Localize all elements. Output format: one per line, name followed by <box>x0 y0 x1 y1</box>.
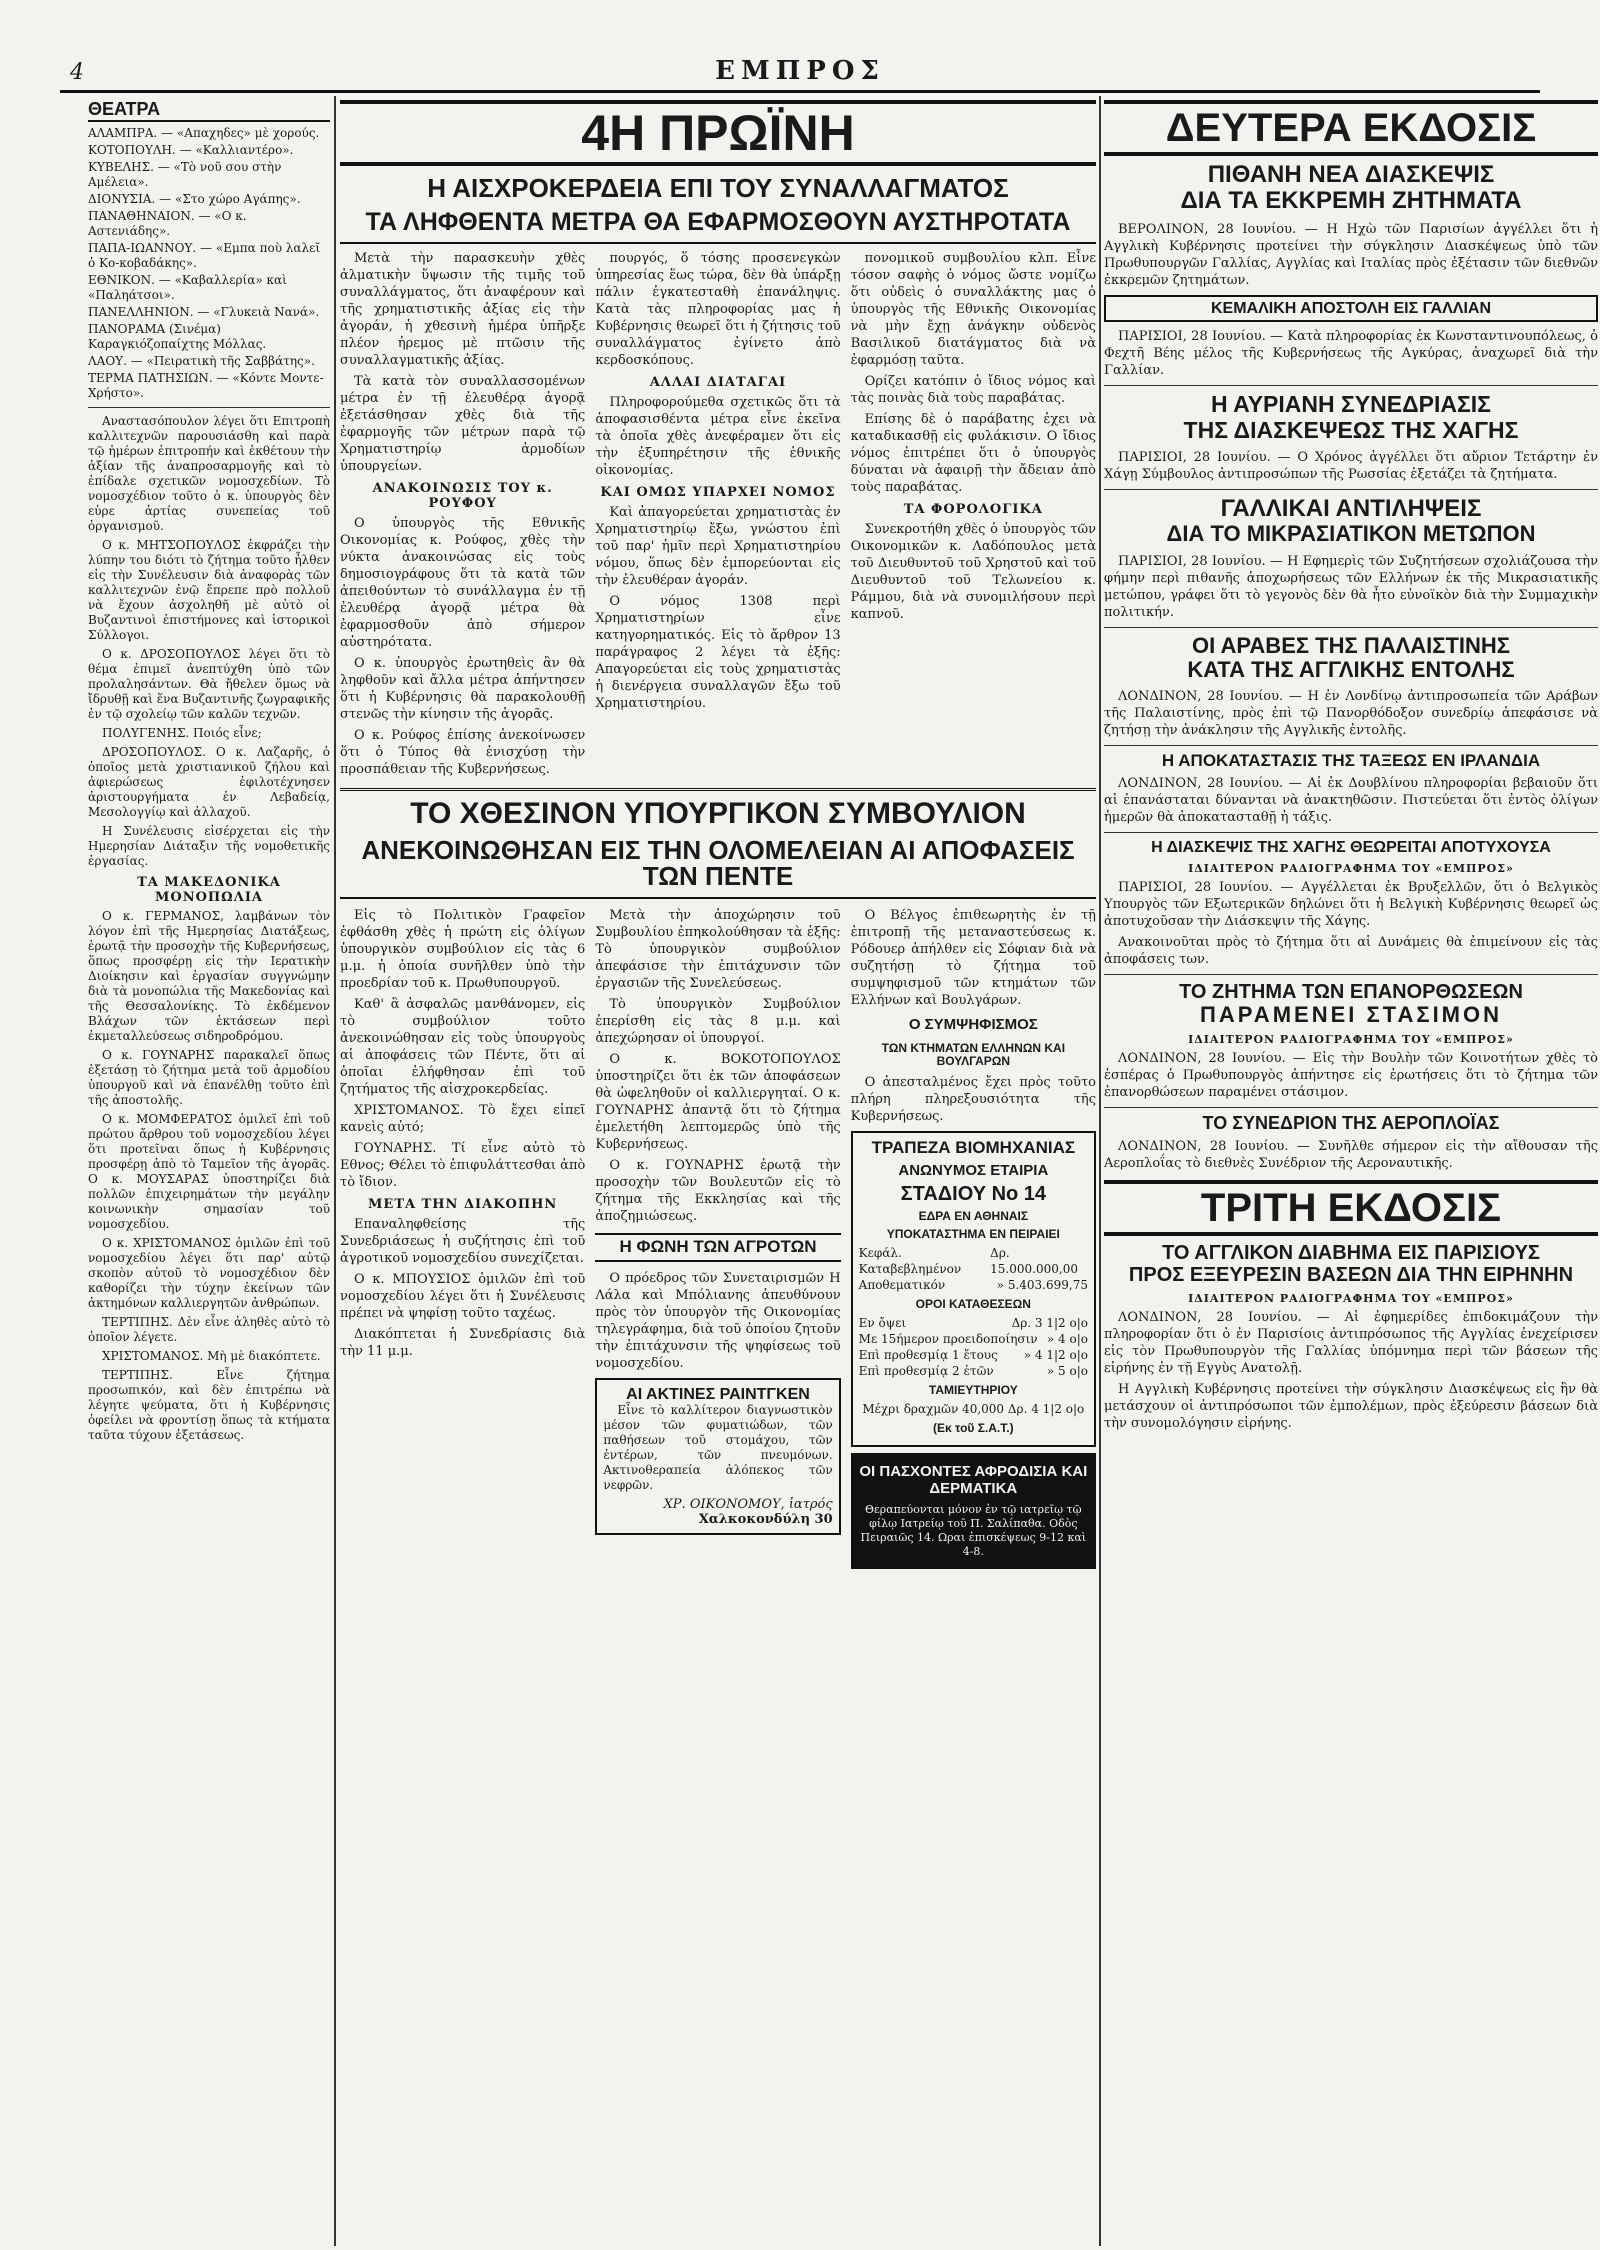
headline: ΠΑΡΑΜΕΝΕΙ ΣΤΑΣΙΜΟΝ <box>1199 1002 1503 1028</box>
article-paragraph: Ο πρόεδρος τῶν Συνεταιρισμῶν Η Λάλα καὶ Μπόλιανης ἀπευθύνουν πρὸς τὸν ὑπουργὸν τῆς Οικονομίας τηλεγράφημα, διὰ τοῦ ὁποίου ζητοῦν τὴν ἐπιτάχυνσιν τῆς ψηφίσεως τοῦ νομοσχεδίου. <box>595 1270 841 1371</box>
subheading: ΑΝΑΚΟΙΝΩΣΙΣ ΤΟΥ κ. ΡΟΥΦΟΥ <box>372 481 553 512</box>
ad-rates-title: ΟΡΟΙ ΚΑΤΑΘΕΣΕΩΝ <box>915 1296 1031 1311</box>
article-paragraph: Ο κ. ΜΠΟΥΣΙΟΣ ὁμιλῶν ἐπὶ τοῦ νομοσχεδίου λέγει ὅτι ἡ Συνέλευσις πρέπει νὰ ψηφίσῃ τοῦτο ταχέως. <box>340 1272 586 1322</box>
column-divider <box>334 96 336 2246</box>
article-paragraph: ΤΕΡΤΙΠΗΣ. Εἶνε ζήτημα προσωπικόν, καὶ δὲν ἐπιτρέπω νὰ λέγητε ψεύματα, ὅτι ἡ Κυβέρνησις ὀφείλει νὰ φροντίσῃ ὅπως τὰ κτήματα ταῦτα τύχουν ἐξετάσεως. <box>88 1367 330 1442</box>
article-paragraph: Καθ' ἃ ἀσφαλῶς μανθάνομεν, εἰς τὸ συμβούλιον τοῦτο ἀνεκοινώθησαν εἰς τοὺς ὑπουργοὺς αἱ ἀποφάσεις τῶν Πέντε, ὅτι αἱ ὁποῖαι ἐλήφθησαν ἐπὶ τοῦ ζητήματος τῆς αἰσχροκερδείας. <box>340 997 586 1098</box>
article-paragraph: Ο κ. ΔΡΟΣΟΠΟΥΛΟΣ λέγει ὅτι τὸ θέμα ἐπιμεῖ ἀνεπτύχθη ὑπὸ τῶν προλαλησάντων. Θὰ ἤθελεν ὅμως νὰ ἴδρυθῇ καὶ ἕνα Βυζαντινῆς ζωγραφικῆς ἐν τῷ σχολείῳ τῶν καλῶν τεχνῶν. <box>88 646 330 721</box>
headline: ΤΩΝ ΚΤΗΜΑΤΩΝ ΕΛΛΗΝΩΝ ΚΑΙ ΒΟΥΛΓΑΡΩΝ <box>881 1040 1066 1068</box>
article-paragraph: Ο κ. Ρούφος ἐπίσης ἀνεκοίνωσεν ὅτι ὁ Τύπος θὰ ἐνισχύσῃ τὴν προσπάθειαν τῆς Κυβερνήσεως. <box>340 728 586 778</box>
subheading: ΚΑΙ ΟΜΩΣ ΥΠΑΡΧΕΙ ΝΟΜΟΣ <box>600 485 836 501</box>
ad-body: Εἶνε τὸ καλλίτερον διαγνωστικὸν μέσον τῶν φυματιώδων, τῶν παθήσεων τοῦ στομάχου, τῶν ἐντέρων, τῶν πνευμόνων. Ακτινοθεραπεία ἀλόπεκος τῶν νεφρῶν. <box>603 1403 833 1493</box>
article-paragraph: Ο κ. ΜΗΤΣΟΠΟΥΛΟΣ ἐκφράζει τὴν λύπην του διότι τὸ ζήτημα τοῦτο ἦλθεν εἰς τὴν Συνέλευσιν διὰ ἀναφορὰς τῶν καλλιτεχνῶν ἐνῷ ἔπρεπε πρὸ πολλοῦ νὰ ἔχουν ἀσχοληθῆ μὲ αὐτὸ οἱ Βυζαντινοὶ ἐπιστήμονες καὶ ἱστορικοὶ Σύλλογοι. <box>88 537 330 642</box>
ad-row: Μέχρι δραχμῶν 40,000 Δρ. 4 1|2 ο|ο <box>862 1401 1085 1416</box>
headline: ΤΟ ΣΥΝΕΔΡΙΟΝ ΤΗΣ ΑΕΡΟΠΛΟΪΑΣ <box>1202 1113 1500 1134</box>
column-3 <box>1104 100 1598 2250</box>
theatre-item: ΚΟΤΟΠΟΥΛΗ. — «Καλλιαντέρο». <box>88 142 294 157</box>
headline: ΔΙΑ ΤΟ ΜΙΚΡΑΣΙΑΤΙΚΟΝ ΜΕΤΩΠΟΝ <box>1166 521 1536 547</box>
headline: ΤΟ ΧΘΕΣΙΝΟΝ ΥΠΟΥΡΓΙΚΟΝ ΣΥΜΒΟΥΛΙΟΝ <box>410 797 1026 831</box>
headline: ΚΕΜΑΛΙΚΗ ΑΠΟΣΤΟΛΗ ΕΙΣ ΓΑΛΛΙΑΝ <box>1104 295 1598 323</box>
article-paragraph: ΧΡΙΣΤΟΜΑΝΟΣ. Τὸ ἔχει εἰπεῖ κανεὶς αὐτό; <box>340 1103 586 1136</box>
page-number: 4 <box>70 60 84 85</box>
column-2 <box>340 100 1096 2250</box>
article-paragraph: Συνεκροτήθη χθὲς ὁ ὑπουργὸς τῶν Οικονομικῶν κ. Λαδόπουλος μετὰ τοῦ Διευθυντοῦ τοῦ Χρηστοῦ καὶ τοῦ Διευθυντοῦ τοῦ Τελωνείου κ. Ράμμου, διὰ νὰ συνομιλήσουν περὶ καπνοῦ. <box>850 522 1096 623</box>
article-paragraph: ΠΑΡΙΣΙΟΙ, 28 Ιουνίου. — Ο Χρόνος ἀγγέλλει ὅτι αὔριον Τετάρτην ἐν Χάγῃ Σύμβουλος ἀντιπροσώπων τῆς Ρωσσίας ἐξετάζει τὰ ζητήματα. <box>1104 449 1598 482</box>
article-paragraph: ΛΟΝΔΙΝΟΝ, 28 Ιουνίου. — Συνῆλθε σήμερον εἰς τὴν αἴθουσαν τῆς Αεροπλοΐας τὸ διεθνὲς Συνέδριον τῆς Αεροναυτικῆς. <box>1104 1139 1598 1172</box>
article-paragraph: Καὶ ἀπαγορεύεται χρηματιστὰς ἐν Χρηματιστηρίῳ ἔξω, γνώστου ἐπὶ τοῦ παρ' ἡμῖν περὶ Χρηματιστηρίου νόμου, ὅπως δὲν ἐμπορεύονται εἰς τὴν ἐλευθέραν ἀγοράν. <box>595 505 841 589</box>
article-paragraph: Ο κ. ΓΟΥΝΑΡΗΣ παρακαλεῖ ὅπως ἐξετάσῃ τὸ ζήτημα μετὰ τοῦ ἁρμοδίου ὑπουργοῦ καὶ νὰ ἐπανέλθῃ τοῦτο ἐπὶ τῆς ἀποστολῆς. <box>88 1047 330 1107</box>
ad-dermatology <box>851 1453 1096 1569</box>
ad-address: Χαλκοκονδύλη 30 <box>698 1512 833 1528</box>
headline: ΤΟ ΖΗΤΗΜΑ ΤΩΝ ΕΠΑΝΟΡΘΩΣΕΩΝ <box>1179 981 1523 1004</box>
article-paragraph: ΧΡΙΣΤΟΜΑΝΟΣ. Μὴ μὲ διακόπτετε. <box>102 1348 321 1363</box>
edition-banner: ΔΕΥΤΕΡΑ ΕΚΔΟΣΙΣ <box>1104 100 1598 156</box>
theatre-listings <box>88 126 330 401</box>
theatre-item: ΠΑΝΕΛΛΗΝΙΟΝ. — «Γλυκειὰ Νανά». <box>88 304 320 319</box>
article-paragraph: ΤΕΡΤΙΠΗΣ. Δὲν εἶνε ἀληθὲς αὐτὸ τὸ ὁποῖον λέγετε. <box>88 1314 330 1344</box>
headline: ΤΟ ΑΓΓΛΙΚΟΝ ΔΙΑΒΗΜΑ ΕΙΣ ΠΑΡΙΣΙΟΥΣ <box>1162 1242 1540 1265</box>
ad-title: ΤΡΑΠΕΖΑ ΒΙΟΜΗΧΑΝΙΑΣ <box>871 1137 1076 1157</box>
article-paragraph: ΠΑΡΙΣΙΟΙ, 28 Ιουνίου. — Η Εφημερὶς τῶν Συζητήσεων σχολιάζουσα τὴν φήμην περὶ πιθανῆς ἀποχωρήσεως τῶν Ελλήνων ἐκ τῆς Μικρασιατικῆς μετώπου, γράφει ὅτι τὸ γεγονὸς δὲν θὰ ἦτο εὐνοϊκὸν διὰ τὴν Συμμαχικὴν πολιτικήν. <box>1104 553 1598 620</box>
column-1 <box>88 100 330 2250</box>
theatres-heading: ΘΕΑΤΡΑ <box>88 100 330 122</box>
article-paragraph: Ο κ. ΓΟΥΝΑΡΗΣ ἐρωτᾷ τὴν προσοχὴν τῶν Βουλευτῶν εἰς τὸ ζήτημα τῆς Εκκλησίας καὶ τῆς ἀποζημιώσεως. <box>595 1158 841 1225</box>
headline: ΟΙ ΑΡΑΒΕΣ ΤΗΣ ΠΑΛΑΙΣΤΙΝΗΣ <box>1191 632 1511 658</box>
article-paragraph: Ο Βέλγος ἐπιθεωρητὴς ἐν τῇ ἐπιτροπῇ τῆς μεταναστεύσεως κ. Ρόδουερ ἀπήλθεν εἰς Σόφιαν διὰ νὰ συζητήσῃ τὸ ζήτημα τοῦ συμψηφισμοῦ τῶν κτημάτων τῶν Ελλήνων καὶ Βουλγάρων. <box>850 908 1096 1009</box>
column-divider <box>1099 96 1101 2246</box>
article-paragraph: ΠΟΛΥΓΕΝΗΣ. Ποιός εἶνε; <box>102 725 262 740</box>
headline: ΠΙΘΑΝΗ ΝΕΑ ΔΙΑΣΚΕΨΙΣ <box>1207 161 1495 188</box>
ad-city: ΕΔΡΑ ΕΝ ΑΘΗΝΑΙΣ <box>918 1208 1029 1223</box>
article-paragraph: Ο κ. ΓΕΡΜΑΝΟΣ, λαμβάνων τὸν λόγον ἐπὶ τῆς Ημερησίας Διατάξεως, ἐρωτᾷ τὴν προσοχὴν τῆς Κυβερνήσεως, ὅπως προσφέρῃ εἰς τὴν Ιερατικὴν Διοίκησιν καὶ ἐργασίαν συγγνώμην διὰ τὰ μονοπώλια τῆς Μακεδονίας καὶ τῆς Θεσσαλονίκης. Τὸ ἐκδέμενον Βλάχων τῶν ἐκτάσεων περὶ ἐκμεταλλεύσεως σιδηροδρόμου. <box>88 908 330 1043</box>
article-paragraph: πουργός, ὅ τόσης προσενεγκὼν ὑπηρεσίας ἕως τώρα, δὲν θὰ ὑπάρξῃ πάλιν ἐγκατεσταθὴ ἐπανάληψις. Κατὰ τὰς πληροφορίας μας ἡ Κυβέρνησις θεωρεῖ ὅτι ἡ ζήτησις τοῦ συναλλάγματος ἐγίνετο ἀπὸ κερδοσκόπους. <box>595 251 841 369</box>
edition-banner: ΤΡΙΤΗ ΕΚΔΟΣΙΣ <box>1104 1180 1598 1236</box>
ad-savings-title: ΤΑΜΙΕΥΤΗΡΙΟΥ <box>928 1382 1018 1397</box>
headline: Η ΔΙΑΣΚΕΨΙΣ ΤΗΣ ΧΑΓΗΣ ΘΕΩΡΕΙΤΑΙ ΑΠΟΤΥΧΟΥΣΑ <box>1151 838 1551 856</box>
ad-title: ΟΙ ΠΑΣΧΟΝΤΕΣ ΑΦΡΟΔΙΣΙΑ ΚΑΙ ΔΕΡΜΑΤΙΚΑ <box>859 1462 1088 1497</box>
ad-title: ΑΙ ΑΚΤΙΝΕΣ ΡΑΙΝΤΓΚΕΝ <box>626 1385 810 1403</box>
headline: Η ΑΥΡΙΑΝΗ ΣΥΝΕΔΡΙΑΣΙΣ <box>1211 391 1491 418</box>
article-paragraph: Αναστασόπουλον λέγει ὅτι Επιτροπὴ καλλιτεχνῶν παρουσιάσθη καὶ παρὰ τῷ ἡμέρων ἐπιτροπήν καὶ ἐκθέτουν τὴν ἀξίαν τῆς ἀναπροσαρμογῆς καὶ τὸ ἐπίδαλε σχετικῶν νομοσχεδίων. Τὸ νομοσχέδιον τοῦτο ὁ κ. ὑπουργὸς δὲν εὑρε ἀρτίας συνεπείας τοῦ ὀργανισμοῦ. <box>88 413 330 533</box>
ad-branch: ΥΠΟΚΑΤΑΣΤΗΜΑ ΕΝ ΠΕΙΡΑΙΕΙ <box>886 1226 1060 1241</box>
ad-rate-row: Επὶ προθεσμίᾳ 2 ἐτῶν » 5 ο|ο <box>858 1363 1088 1378</box>
article-paragraph: ΠΑΡΙΣΙΟΙ, 28 Ιουνίου. — Αγγέλλεται ἐκ Βρυξελλῶν, ὅτι ὁ Βελγικὸς Υπουργὸς τῶν Εξωτερικῶν δηλώνει ὅτι ἡ Βελγικὴ Κυβέρνησις θεωρεῖ ὡς ἀποτυχοῦσαν τὴν Διάσκεψιν τῆς Χάγης. <box>1104 880 1598 930</box>
ad-rate-row: Με 15ήμερον προειδοποίησιν » 4 ο|ο <box>858 1331 1088 1346</box>
article-paragraph: Ορίζει κατόπιν ὁ ἴδιος νόμος καὶ τὰς ποινὰς διὰ τοὺς παραβάτας. <box>850 374 1096 407</box>
article-paragraph: ΛΟΝΔΙΝΟΝ, 28 Ιουνίου. — Εἰς τὴν Βουλὴν τῶν Κοινοτήτων χθὲς τὸ ἑσπέρας ὁ Πρωθυπουργὸς ἀπήντησε εἰς ἐρωτήσεις ὅτι τὸ ζήτημα τῶν ἐπανορθώσεων παραμένει στάσιμον. <box>1104 1051 1598 1101</box>
ad-subtitle: ΑΝΩΝΥΜΟΣ ΕΤΑΙΡΙΑ <box>898 1161 1049 1179</box>
article-paragraph: Τὰ κατὰ τὸν συναλλασσομένων μέτρα ἐν τῇ ἐλευθέρᾳ ἀγορᾷ ἐξετάσθησαν χθὲς διὰ τῆς ἐφαρμογῆς τῶν μέτρων παρὰ τῷ Χρηματιστηρίῳ ἀρμοδίων ὑπουργείων. <box>340 374 586 475</box>
article-paragraph: ΠΑΡΙΣΙΟΙ, 28 Ιουνίου. — Κατὰ πληροφορίας ἐκ Κωνσταντινουπόλεως, ὁ Φεχτῆ Βέης μέλος τῆς Κυβερνήσεως τῆς Αγκύρας, ἀναχωρεῖ διὰ τὴν Γαλλίαν. <box>1104 329 1598 379</box>
ad-rate-row: Εν ὄψει Δρ. 3 1|2 ο|ο <box>858 1315 1088 1330</box>
article-paragraph: Μετὰ τὴν ἀποχώρησιν τοῦ Συμβουλίου ἐπηκολούθησαν τὰ ἑξῆς: Τὸ ὑπουργικὸν συμβούλιον ἀπεφάσισε τὴν ἐπιτάχυνσιν τῶν ἐργασιῶν τῆς Συνελεύσεως. <box>595 908 841 992</box>
theatre-item: ΠΑΝΑΘΗΝΑΙΟΝ. — «Ο κ. Αστενιάδης». <box>88 208 247 238</box>
article-columns <box>340 907 1096 1569</box>
ad-rate-row: Επὶ προθεσμίᾳ 1 ἔτους » 4 1|2 ο|ο <box>858 1347 1088 1362</box>
article-paragraph: Επίσης δὲ ὁ παράβατης ἐχει νὰ καταδικασθῇ εἰς φυλάκισιν. Ο ἴδιος νόμος ἐπιτρέπει ὅτι ὁ ὑπουργὸς δύναται νὰ ἀφαιρῇ τὴν ἄδειαν ἀπὸ τοὺς παραβάτας. <box>850 412 1096 496</box>
article-paragraph: Ο κ. ὑπουργὸς ἐρωτηθεὶς ἂν θὰ ληφθοῦν καὶ ἄλλα μέτρα ἀπήντησεν ὅτι ἡ Κυβέρνησις θὰ παρακολουθῇ στενῶς τὴν κίνησιν τῆς ἀγορᾶς. <box>340 656 586 723</box>
subheading: ΤΑ ΜΑΚΕΔΟΝΙΚΑ ΜΟΝΟΠΩΛΙΑ <box>137 874 281 905</box>
subheading: ΜΕΤΑ ΤΗΝ ΔΙΑΚΟΠΗΝ <box>368 1197 558 1213</box>
theatre-item: ΕΘΝΙΚΟΝ. — «Καβαλλερία» καὶ «Παληάτσοι». <box>88 272 287 302</box>
headline: ΠΡΟΣ ΕΞΕΥΡΕΣΙΝ ΒΑΣΕΩΝ ΔΙΑ ΤΗΝ ΕΙΡΗΝΗΝ <box>1128 1264 1574 1287</box>
masthead: ΕΜΠΡΟΣ <box>715 56 885 86</box>
ad-row: Κεφάλ. Καταβεβλημένον Δρ. 15.000.000,00 <box>858 1245 1078 1276</box>
article-paragraph: Ανακοινοῦται πρὸς τὸ ζήτημα ὅτι αἱ Δυνάμεις θὰ ἐπιμείνουν εἰς τὰς ἀποφάσεις των. <box>1104 935 1598 968</box>
headline: ΤΗΣ ΔΙΑΣΚΕΨΕΩΣ ΤΗΣ ΧΑΓΗΣ <box>1183 416 1519 443</box>
headline: ΔΙΑ ΤΑ ΕΚΚΡΕΜΗ ΖΗΤΗΜΑΤΑ <box>1180 187 1522 215</box>
headline: ΓΑΛΛΙΚΑΙ ΑΝΤΙΛΗΨΕΙΣ <box>1220 494 1482 522</box>
ad-signature: ΧΡ. ΟΙΚΟΝΟΜΟΥ, ἰατρός <box>663 1497 833 1513</box>
article-paragraph: Πληροφορούμεθα σχετικῶς ὅτι τὰ ἀποφασισθέντα μέτρα εἶνε ἐκεῖνα τὰ ὁποῖα χθὲς ἀνεφέραμεν ὅτι εἰς τὴν ἐξυπηρέτησιν τῆς ἐθνικῆς οἰκονομίας. <box>595 395 841 479</box>
article-paragraph: Διακόπτεται ἡ Συνεδρίασις διὰ τὴν 11 μ.μ. <box>340 1327 586 1360</box>
headline: Η ΦΩΝΗ ΤΩΝ ΑΓΡΟΤΩΝ <box>595 1233 840 1262</box>
article-paragraph: Τὸ ὑπουργικὸν Συμβούλιον ἐπερίσθη εἰς τὰς 8 μ.μ. καὶ ἀπεχώρησαν οἱ ὑπουργοί. <box>595 997 841 1047</box>
headline: Ο ΣΥΜΨΗΦΙΣΜΟΣ <box>908 1016 1038 1034</box>
ad-bank <box>851 1131 1096 1447</box>
theatre-item: ΔΙΟΝΥΣΙΑ. — «Στο χώρο Αγάπης». <box>88 191 301 206</box>
article-paragraph: Ο κ. ΜΟΜΦΕΡΑΤΟΣ ὁμιλεῖ ἐπὶ τοῦ πρώτου ἄρθρου τοῦ νομοσχεδίου λέγει ὅτι προτεῖναι ὅπως ἡ Κυβέρνησις προσφέρῃ ἀπὸ τὸ Ταμεῖον τῆς ἀγορᾶς. Ο κ. ΜΟΥΣΑΡΑΣ ὑποστηρίζει διὰ πολλῶν ἐπιχειρημάτων τὴν μεγάλην κοινωνικὴν σημασίαν τοῦ νομοσχεδίου. <box>88 1111 330 1231</box>
headline: Η ΑΙΣΧΡΟΚΕΡΔΕΙΑ ΕΠΙ ΤΟΥ ΣΥΝΑΛΛΑΓΜΑΤΟΣ <box>427 173 1009 203</box>
article-paragraph: Εἰς τὸ Πολιτικὸν Γραφεῖον ἐφθάσθη χθὲς ἡ πρώτη εἰς ὀλίγων ὑπουργικὸν συμβούλιον εἰς τὰς 6 μ.μ. ἡ ὁποία συνῆλθεν ὑπὸ τὴν προεδρίαν τοῦ κ. Πρωθυπουργοῦ. <box>340 908 586 992</box>
article-paragraph: πονομικοῦ συμβουλίου κλπ. Εἶνε τόσον σαφὴς ὁ νόμος ὥστε νομίζω ὅτι οὐδεὶς ὁ συναλλάκτης μας ὁ ὑπουργὸς τῆς Εθνικῆς Οικονομίας νὰ μὴν ἔχῃ ἀνάγκην οὐδενὸς Βασιλικοῦ διατάγματος διὰ νὰ ἐφαρμόσῃ ταῦτα. <box>850 251 1096 369</box>
article-paragraph: ΔΡΟΣΟΠΟΥΛΟΣ. Ο κ. Λαζαρῆς, ὁ ὁποῖος μετὰ χριστιανικοῦ ζήλου καὶ ἀφιερώσεως ἐφιλοτέχνησεν ἀριστουργήματα ἐν Λεβαδείᾳ, Μεσολογγίῳ καὶ ἀλλαχοῦ. <box>88 744 330 819</box>
ad-xray <box>595 1378 840 1536</box>
theatre-item: ΤΕΡΜΑ ΠΑΤΗΣΙΩΝ. — «Κόντε Μοντε-Χρήστο». <box>88 370 324 400</box>
running-header <box>60 56 1540 93</box>
ad-tax: (Εκ τοῦ Σ.Α.Τ.) <box>933 1420 1014 1435</box>
dispatch-tag: ΙΔΙΑΙΤΕΡΟΝ ΡΑΔΙΟΓΡΑΦΗΜΑ ΤΟΥ «ΕΜΠΡΟΣ» <box>1188 1033 1514 1047</box>
article-paragraph: Ο ἀπεσταλμένος ἔχει πρὸς τοῦτο πλήρη πληρεξουσιότητα τῆς Κυβερνήσεως. <box>850 1074 1096 1124</box>
theatre-item: ΠΑΠΑ-ΙΩΑΝΝΟΥ. — «Εμπα ποὺ λαλεῖ ὁ Κο-κοβαδάκης». <box>88 240 321 270</box>
theatre-item: ΛΑΟΥ. — «Πειρατικὴ τῆς Σαββάτης». <box>88 353 315 368</box>
article-paragraph: ΛΟΝΔΙΝΟΝ, 28 Ιουνίου. — Αἱ ἐφημερίδες ἐπιδοκιμάζουν τὴν πληροφορίαν ὅτι ὁ ἐν Παρισίοις ἀντιπρόσωπος τῆς Αγγλίας ἐνεχείρισεν εἰς τὸν Πρωθυπουργὸν τῆς Γαλλίας ὑπόμνημα περὶ τῶν βάσεων τῆς εἰρήνης ἐν τῇ Εγγὺς Ανατολῇ. <box>1104 1310 1598 1377</box>
article-paragraph: Ο ὑπουργὸς τῆς Εθνικῆς Οικονομίας κ. Ρούφος, χθὲς τὴν νύκτα ἀνακοινώσας εἰς τοὺς δημοσιογράφους ὅτι τὰ κατὰ τῶν ἀπειθούντων τὸ συνάλλαγμα ἐν τῇ ἐλευθέρᾳ ἀγορᾷ μέτρα θὰ ἐφαρμοσθοῦν ἀπὸ σήμερον αὐστηρότατα. <box>340 516 586 651</box>
headline: ΤΑ ΛΗΦΘΕΝΤΑ ΜΕΤΡΑ ΘΑ ΕΦΑΡΜΟΣΘΟΥΝ ΑΥΣΤΗΡΟΤΑΤΑ <box>340 209 1096 245</box>
article-paragraph: Ο κ. ΧΡΙΣΤΟΜΑΝΟΣ ὁμιλῶν ἐπὶ τοῦ νομοσχεδίου λέγει ὅτι παρ' αὐτῷ σκοπὸν αὐτοῦ τὸ νομοσχέδιον δὲν καθορίζει τὴν τύχην ἐκείνων τῶν ἀκτημόνων καλλιεργητῶν ἀνθρώπων. <box>88 1235 330 1310</box>
article-paragraph: Η Αγγλικὴ Κυβέρνησις προτείνει τὴν σύγκλησιν Διασκέψεως εἰς ἣν θὰ μετάσχουν οἱ ἀντιπρόσωποι τῶν ἐμπολέμων, πρὸς ἐξεύρεσιν βάσεων διὰ τὴν συνομολόγησιν εἰρήνης. <box>1104 1382 1598 1432</box>
article-paragraph: ΛΟΝΔΙΝΟΝ, 28 Ιουνίου. — Αἱ ἐκ Δουβλίνου πληροφορίαι βεβαιοῦν ὅτι αἱ ἐπανάσταται δύνανται νὰ ἀνακτηθῶσιν. Πιστεύεται ὅτι ἐντὸς ὀλίγων ἡμερῶν θὰ ἀποκατασταθῇ ἡ τάξις. <box>1104 775 1598 825</box>
subheading: ΤΑ ΦΟΡΟΛΟΓΙΚΑ <box>903 502 1043 518</box>
article-paragraph: ΛΟΝΔΙΝΟΝ, 28 Ιουνίου. — Η ἐν Λονδίνῳ ἀντιπροσωπεία τῶν Αράβων τῆς Παλαιστίνης, πρὸς ἐπὶ τῷ Πανορθόδοξον συνεδρίῳ ἀπεφάσισε νὰ ζητήσῃ τὴν ἀνάκλησιν τῆς Αγγλικῆς ἐντολῆς. <box>1104 688 1598 738</box>
article-paragraph: Ο νόμος 1308 περὶ Χρηματιστηρίων εἶνε κατηγορηματικός. Εἰς τὸ ἄρθρον 13 παράγραφος 2 λέγει τὰ ἑξῆς: Απαγορεύεται εἰς τοὺς χρηματιστὰς ἡ διενέργεια συναλλαγῶν ἔξω τοῦ Χρηματιστηρίου. <box>595 594 841 712</box>
article-paragraph: ΓΟΥΝΑΡΗΣ. Τί εἶνε αὐτὸ τὸ Εθνος; Θέλει τὸ ἐπιφυλάττεσθαι ἀπὸ τὸ ἴδιον. <box>340 1141 586 1191</box>
ad-row: Αποθεματικόν » 5.403.699,75 <box>858 1277 1088 1292</box>
edition-banner: 4Η ΠΡΩΪΝΗ <box>340 100 1096 166</box>
subheading: ΑΛΛΑΙ ΔΙΑΤΑΓΑΙ <box>649 375 787 391</box>
article-paragraph: Μετὰ τὴν παρασκευὴν χθὲς ἀλματικὴν ὕψωσιν τῆς τιμῆς τοῦ συναλλάγματος, ὅτι ἀναφέρουν καὶ τῆς χρηματιστικῆς ἀξίας εἰς τὴν ἀγοράν, ἡ χθεσινὴ ἡμέρα ὑπῆρξε πλέον ἠρεμος μὲ πτῶσιν τῆς συναλλαγματικῆς ἀξίας. <box>340 251 586 369</box>
theatre-item: ΚΥΒΕΛΗΣ. — «Τὸ νοῦ σου στὴν Αμέλεια». <box>88 159 282 189</box>
headline: ΑΝΕΚΟΙΝΩΘΗΣΑΝ ΕΙΣ ΤΗΝ ΟΛΟΜΕΛΕΙΑΝ ΑΙ ΑΠΟΦΑΣΕΙΣ ΤΩΝ ΠΕΝΤΕ <box>340 837 1096 899</box>
article-paragraph: Ο κ. ΒΟΚΟΤΟΠΟΥΛΟΣ ὑποστηρίζει ὅτι ἐκ τῶν ἀποφάσεων θὰ ὠφεληθοῦν οἱ καλλιεργηταί. Ο κ. ΓΟΥΝΑΡΗΣ ἀπαντᾷ ὅτι τὸ ζήτημα ἐμελετήθη λεπτομερῶς ὑπὸ τῆς Κυβερνήσεως. <box>595 1052 841 1153</box>
theatre-item: ΠΑΝΟΡΑΜΑ (Σινέμα) Καραγκιόζοπαίχτης Μόλλας. <box>88 321 267 351</box>
headline: Η ΑΠΟΚΑΤΑΣΤΑΣΙΣ ΤΗΣ ΤΑΞΕΩΣ ΕΝ ΙΡΛΑΝΔΙΑ <box>1161 750 1541 770</box>
ad-rates <box>859 1315 1088 1379</box>
theatre-item: ΑΛΑΜΠΡΑ. — «Απαχηδες» μὲ χορούς. <box>88 125 320 140</box>
headline: ΚΑΤΑ ΤΗΣ ΑΓΓΛΙΚΗΣ ΕΝΤΟΛΗΣ <box>1187 656 1515 682</box>
article-paragraph: ΒΕΡΟΛΙΝΟΝ, 28 Ιουνίου. — Η Ηχὼ τῶν Παρισίων ἀγγέλλει ὅτι ἡ Αγγλικὴ Κυβέρνησις προτείνει τὴν σύγκλησιν Διασκέψεως ὑπὸ τῶν Πρωθυπουργῶν Γαλλίας, Αγγλίας καὶ Ιταλίας πρὸς ἐξέτασιν τῶν διεθνῶν ἐκκρεμῶν ζητημάτων. <box>1104 221 1598 288</box>
article-paragraph: Επαναληφθείσης τῆς Συνεδριάσεως ἡ συζήτησις ἐπὶ τοῦ ἀγροτικοῦ νομοσχεδίου συνεχίζεται. <box>340 1217 586 1267</box>
article-paragraph: Η Συνέλευσις εἰσέρχεται εἰς τὴν Ημερησίαν Διάταξιν τῆς νομοθετικῆς ἐργασίας. <box>88 823 330 868</box>
dispatch-tag: ΙΔΙΑΙΤΕΡΟΝ ΡΑΔΙΟΓΡΑΦΗΜΑ ΤΟΥ «ΕΜΠΡΟΣ» <box>1188 1292 1514 1306</box>
ad-address: ΣΤΑΔΙΟΥ Νο 14 <box>900 1182 1047 1205</box>
article-columns <box>340 250 1096 782</box>
ad-body: Θεραπεύονται μόνον ἐν τῷ ιατρεῖῳ τῷ φίλῳ Ιατρείῳ τοῦ Π. Σαλίπαθα. Οδὸς Πειραιῶς 14. Ωραι ἐπισκέψεως 9-12 καὶ 4-8. <box>860 1502 1087 1558</box>
dispatch-tag: ΙΔΙΑΙΤΕΡΟΝ ΡΑΔΙΟΓΡΑΦΗΜΑ ΤΟΥ «ΕΜΠΡΟΣ» <box>1188 862 1514 876</box>
